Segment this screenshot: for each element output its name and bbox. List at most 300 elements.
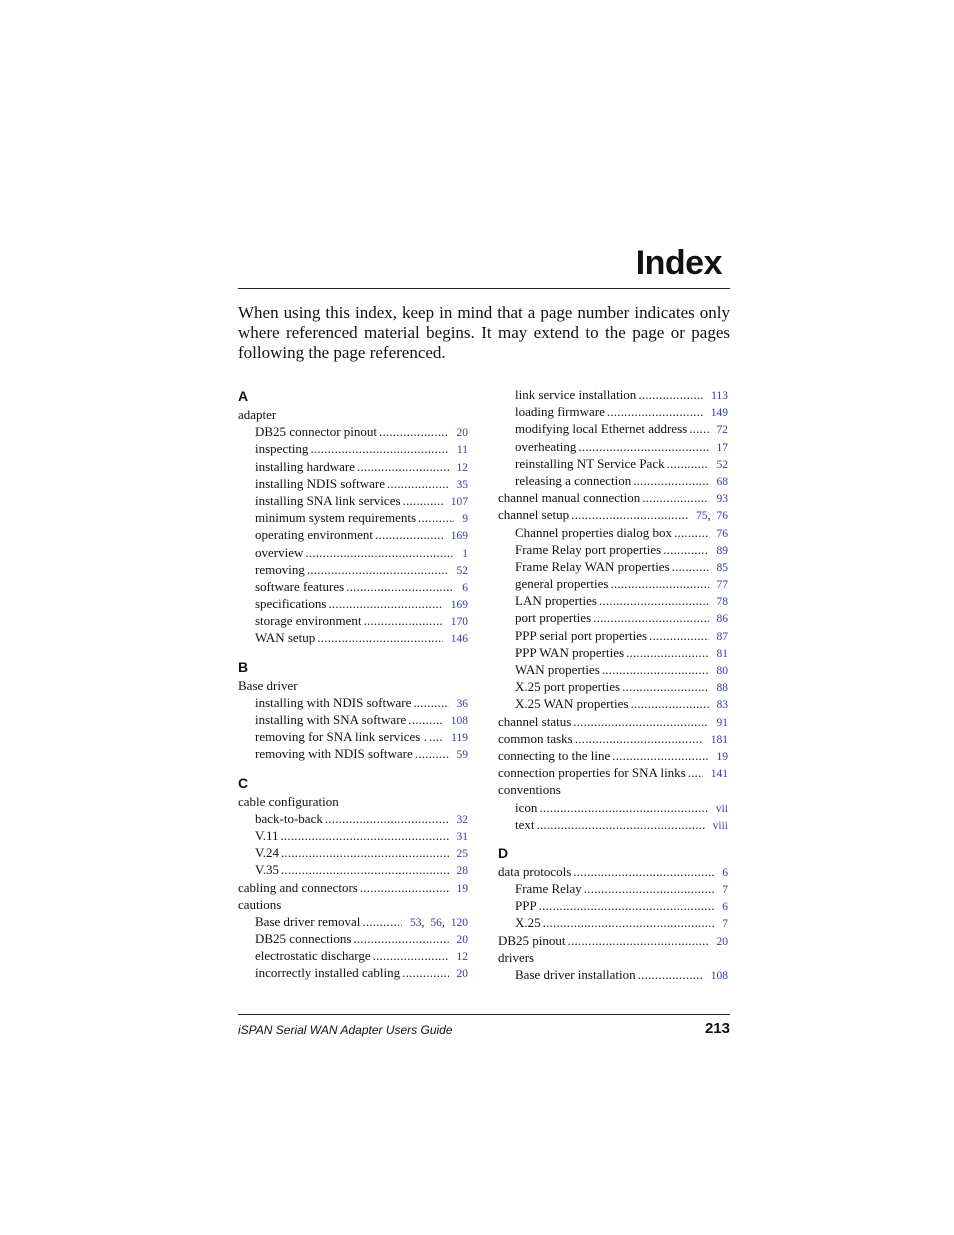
leader-dots [638,386,703,403]
page-references [711,577,729,594]
index-entry-removing-for-sna-link-services [238,728,468,745]
index-entry-term: Frame Relay [515,881,582,897]
leader-dots [375,526,443,543]
index-entry-term: Frame Relay WAN properties [515,558,670,574]
leader-dots [573,863,714,880]
index-entry-db25-connector-pinout [238,423,468,440]
index-entry-term: removing for SNA link services . [255,729,427,745]
index-entry-ppp [498,897,728,914]
page-link[interactable]: 56 [430,916,442,929]
leader-dots [328,595,442,612]
index-entry-lan-properties [498,592,728,609]
index-entry-x-25-wan-properties [498,695,728,712]
index-entry-term: installing NDIS software [255,475,385,491]
page-link[interactable]: 76 [716,510,728,523]
index-entry-term: specifications [255,596,327,612]
page-link[interactable]: 12 [456,461,468,474]
page-references [456,580,468,597]
index-entry-channel-manual-connection [498,489,728,506]
page-link[interactable]: vii [715,802,728,815]
page-references [716,882,728,899]
index-entry-incorrectly-installed-cabling [238,964,468,981]
index-entry-inspecting [238,440,468,457]
page-link[interactable]: 20 [456,427,468,440]
index-entry-base-driver-removal [238,913,468,930]
index-entry-term: X.25 [515,915,541,931]
page-link[interactable]: 72 [716,424,728,437]
leader-dots [573,713,708,730]
page-link[interactable]: 12 [456,951,468,964]
page-references [711,697,729,714]
page-references [711,611,729,628]
index-entry-port-properties [498,609,728,626]
leader-dots [599,592,709,609]
index-entry-overview [238,544,468,561]
page-link[interactable]: 19 [716,750,728,763]
index-entry-term: data protocols [498,863,572,879]
leader-dots [593,609,708,626]
title-divider [238,288,730,289]
index-entry-term: V.11 [255,827,279,843]
index-entry-frame-relay-wan-properties [498,558,728,575]
page-link[interactable]: 146 [450,633,468,646]
page-references [451,812,469,829]
page-link[interactable]: 77 [716,579,728,592]
page-link[interactable]: 107 [450,495,468,508]
leader-dots [360,879,449,896]
page-link[interactable]: 78 [716,596,728,609]
leader-dots [357,458,449,475]
page-link[interactable]: 20 [456,968,468,981]
index-entry-channel-properties-dialog-box [498,524,728,541]
leader-dots [413,694,448,711]
index-entry-v-11 [238,827,468,844]
index-entry-connection-properties-for-sna-links [498,764,728,781]
index-entry-term: common tasks [498,730,573,746]
index-entry-reinstalling-nt-service-pack [498,455,728,472]
leader-dots [649,627,708,644]
index-entry-general-properties [498,575,728,592]
page-link[interactable]: 108 [710,970,728,982]
page-references [711,629,729,646]
page-references [711,934,729,951]
page-references [451,863,469,880]
index-entry-term: DB25 connector pinout [255,424,378,440]
page-references [711,663,729,680]
section-letter-d: D [498,844,509,861]
index-entry-software-features [238,578,468,595]
leader-dots [310,440,448,457]
page-link[interactable]: 86 [716,613,728,626]
footer-page-number: 213 [704,1020,730,1037]
index-entry-text [498,816,728,833]
page-title: Index [635,244,722,282]
page-link[interactable]: 119 [451,732,468,745]
index-entry-term: releasing a connection [515,472,632,488]
index-entry-wan-setup [238,629,468,646]
leader-dots [539,897,715,914]
page-link[interactable]: 169 [450,530,468,543]
page-references [711,457,729,474]
page-references [707,818,728,835]
index-entry-term: installing SNA link services [255,492,401,508]
index-entry-term: operating environment [255,527,374,543]
page-link[interactable]: 20 [716,935,728,948]
page-link[interactable]: 52 [456,564,468,577]
page-references [711,491,729,508]
leader-dots [689,420,708,437]
page-references [711,422,729,439]
page-link[interactable]: 75 [696,510,708,523]
page-link[interactable]: 7 [722,884,728,897]
index-entry-installing-sna-link-services [238,492,468,509]
leader-dots [663,541,708,558]
index-heading-adapter: adapter [238,407,277,422]
index-entry-term: DB25 connections [255,931,352,947]
page-references [711,543,729,560]
leader-dots [584,880,714,897]
leader-dots [578,438,708,455]
index-entry-term: link service installation [515,387,637,402]
page-references [451,966,469,983]
page-references [711,474,729,491]
index-entry-installing-hardware [238,458,468,475]
index-entry-term: Frame Relay port properties [515,541,662,557]
leader-dots [317,629,442,646]
page-link[interactable]: 169 [450,599,468,612]
page-references [716,916,728,933]
page-link[interactable]: viii [712,819,728,832]
index-entry-term: V.24 [255,845,279,861]
index-heading-cable-configuration: cable configuration [238,793,339,809]
page-references [445,614,468,631]
leader-dots [364,612,443,629]
index-entry-term: removing with NDIS software [255,746,413,762]
index-entry-term: installing with SNA software [255,712,407,727]
page-link[interactable]: 25 [456,848,468,861]
index-entry-term: back-to-back [255,810,323,826]
index-entry-installing-ndis-software [238,475,468,492]
leader-dots [543,914,715,931]
index-entry-term: X.25 WAN properties [515,696,629,712]
index-entry-data-protocols [498,863,728,880]
index-entry-v-35 [238,861,468,878]
page-link[interactable]: 32 [456,813,468,826]
page-references [451,949,469,966]
page-references [451,425,469,442]
page-separator: , [441,916,445,929]
leader-dots [575,730,703,747]
page-references [445,631,468,648]
index-entry-term: icon [515,799,538,815]
page-link[interactable]: 36 [456,697,468,710]
page-references [711,594,729,611]
leader-dots [325,810,449,827]
index-entry-term: cabling and connectors [238,879,358,895]
page-references [451,696,469,713]
index-entry-term: loading firmware [515,404,605,420]
leader-dots [353,930,448,947]
page-references [711,526,729,543]
page-link[interactable]: 120 [450,916,468,929]
page-references [456,546,468,563]
page-link[interactable]: 6 [722,901,728,914]
leader-dots [305,544,454,561]
index-entry-term: connecting to the line [498,747,611,763]
leader-dots [402,964,448,981]
section-letter-a: A [238,388,249,404]
page-link[interactable]: 87 [716,630,728,643]
index-entry-term: storage environment [255,613,362,629]
leader-dots [642,489,708,506]
page-link[interactable]: 108 [450,715,468,727]
index-entry-term: software features [255,578,345,594]
page-link[interactable]: 149 [710,407,728,420]
page-link[interactable]: 53 [410,916,422,929]
page-references [711,646,729,663]
section-letter-c: C [238,774,249,791]
intro-paragraph: When using this index, keep in mind that a page number indicates only where referenced material begins. It may extend to the page or pages following the page referenced. [238,303,730,362]
index-entry-installing-with-sna-software [238,711,468,728]
index-entry-term: Base driver removal [255,913,361,929]
leader-dots [626,644,708,661]
index-entry-wan-properties [498,661,728,678]
page-link[interactable]: 17 [716,441,728,454]
leader-dots [607,403,703,420]
index-entry-modifying-local-ethernet-address [498,420,728,437]
leader-dots [362,913,402,930]
index-entry-term: connection properties for SNA links [498,765,686,781]
leader-dots [667,455,709,472]
index-entry-db25-connections [238,930,468,947]
page-references [705,766,728,783]
index-entry-minimum-system-requirements [238,509,468,526]
page-link[interactable]: 28 [456,865,468,878]
index-entry-term: DB25 pinout [498,932,566,948]
page-references [711,560,729,577]
index-entry-term: minimum system requirements [255,510,417,526]
page-references [451,881,469,898]
leader-dots [387,475,449,492]
page-references [705,388,728,405]
page-link[interactable]: 89 [716,544,728,557]
index-entry-term: installing hardware [255,458,355,474]
index-entry-x-25-port-properties [498,678,728,695]
page-references [445,597,468,614]
index-entry-frame-relay [498,880,728,897]
page-references [451,829,469,846]
leader-dots [571,506,688,523]
page-references [711,749,729,766]
index-entry-electrostatic-discharge [238,947,468,964]
page-separator: , [707,510,711,523]
leader-dots [418,509,454,526]
page-link[interactable]: 52 [716,458,728,471]
index-entry-channel-status [498,713,728,730]
index-entry-term: X.25 port properties [515,679,621,695]
index-entry-overheating [498,438,728,455]
index-entry-connecting-to-the-line [498,747,728,764]
index-entry-term: overview [255,544,304,560]
leader-dots [403,492,443,509]
index-entry-base-driver-installation [498,966,728,983]
leader-dots [281,844,449,861]
page-link[interactable]: 11 [456,444,468,457]
index-entry-channel-setup [498,506,728,523]
page-references [445,730,468,747]
page-link[interactable]: 170 [450,616,468,629]
index-entry-term: LAN properties [515,593,597,609]
index-entry-term: overheating [515,438,577,454]
index-entry-loading-firmware [498,403,728,420]
page-link[interactable]: 93 [716,493,728,506]
index-entry-releasing-a-connection [498,472,728,489]
page-link[interactable]: 91 [716,716,728,729]
index-column-right [498,386,728,983]
page-link[interactable]: 83 [716,699,728,712]
page-references [705,968,728,985]
leader-dots [379,423,448,440]
leader-dots [622,678,708,695]
leader-dots [537,816,705,833]
index-column-left [238,386,468,982]
page-link[interactable]: 88 [716,682,728,695]
page-link[interactable]: 76 [716,527,728,540]
page-link[interactable]: 35 [456,478,468,491]
page-link[interactable]: 80 [716,665,728,677]
index-entry-term: channel status [498,713,572,729]
index-entry-term: V.35 [255,862,279,878]
leader-dots [612,747,708,764]
index-entry-term: reinstalling NT Service Pack [515,455,665,471]
index-entry-term: channel setup [498,507,570,523]
page-link[interactable]: 31 [456,830,468,843]
page-references [451,747,469,764]
page-references [711,440,729,457]
index-entry-term: PPP WAN properties [515,644,625,660]
index-entry-term: inspecting [255,441,309,457]
page-link[interactable]: 81 [716,647,728,660]
index-heading-cautions: cautions [238,896,282,912]
index-entry-term: PPP serial port properties [515,627,648,643]
leader-dots [688,764,703,781]
index-entry-term: channel manual connection [498,490,641,506]
page-link[interactable]: 113 [711,390,728,402]
page-references [451,932,469,949]
index-entry-term: general properties [515,576,609,592]
leader-dots [539,799,707,816]
index-heading-base-driver: Base driver [238,677,298,693]
page-references [451,477,469,494]
index-entry-back-to-back [238,810,468,827]
index-entry-term: WAN setup [255,630,316,646]
footer-guide-title: iSPAN Serial WAN Adapter Users Guide [238,1023,453,1037]
index-entry-term: electrostatic discharge [255,948,371,964]
index-entry-frame-relay-port-properties [498,541,728,558]
footer-divider [238,1014,730,1015]
index-entry-x-25 [498,914,728,931]
leader-dots [631,695,709,712]
page-link[interactable]: 59 [456,749,468,762]
leader-dots [568,932,709,949]
index-entry-common-tasks [498,730,728,747]
page-references [445,713,468,730]
page-link[interactable]: 181 [710,733,728,746]
index-entry-v-24 [238,844,468,861]
page-link[interactable]: 9 [462,513,468,526]
index-entry-term: WAN properties [515,662,600,677]
leader-dots [307,561,449,578]
index-entry-term: modifying local Ethernet address [515,421,688,437]
leader-dots [280,827,448,844]
index-entry-term: Base driver installation [515,967,636,982]
index-entry-term: PPP [515,898,537,914]
index-entry-ppp-serial-port-properties [498,627,728,644]
page-references [711,715,729,732]
index-entry-term: port properties [515,610,592,626]
leader-dots [408,711,442,728]
index-entry-term: Channel properties dialog box [515,524,673,540]
index-entry-operating-environment [238,526,468,543]
index-entry-term: text [515,816,535,832]
leader-dots [415,745,449,762]
index-entry-specifications [238,595,468,612]
index-entry-term: incorrectly installed cabling [255,965,401,981]
index-entry-link-service-installation [498,386,728,403]
page-references [716,899,728,916]
page-link[interactable]: 141 [710,768,728,781]
leader-dots [373,947,449,964]
index-entry-removing-with-ndis-software [238,745,468,762]
page-link[interactable]: 7 [722,918,728,931]
page-references [711,680,729,697]
leader-dots [674,524,708,541]
page-references [451,442,468,459]
leader-dots [429,728,443,745]
page-link[interactable]: 20 [456,934,468,947]
leader-dots [281,861,449,878]
page-link[interactable]: 85 [716,561,728,574]
index-entry-term: installing with NDIS software [255,694,412,710]
page-link[interactable]: 1 [462,547,468,560]
index-entry-icon [498,799,728,816]
page-separator: , [421,916,425,929]
index-heading-drivers: drivers [498,949,535,965]
page-link[interactable]: 19 [456,882,468,895]
index-entry-removing [238,561,468,578]
leader-dots [633,472,708,489]
index-entry-term: removing [255,561,305,577]
page-link[interactable]: 6 [462,581,468,594]
index-entry-installing-with-ndis-software [238,694,468,711]
page-link[interactable]: 68 [716,475,728,488]
page-references [456,511,468,528]
leader-dots [346,578,454,595]
index-entry-ppp-wan-properties [498,644,728,661]
index-entry-cabling-and-connectors [238,879,468,896]
page-references [451,460,469,477]
leader-dots [672,558,709,575]
index-entry-storage-environment [238,612,468,629]
page-references [716,865,728,882]
page-references [451,846,469,863]
index-entry-db25-pinout [498,932,728,949]
leader-dots [610,575,708,592]
section-letter-b: B [238,658,249,675]
page-references [710,801,728,818]
page-link[interactable]: 6 [722,866,728,879]
leader-dots [638,966,703,983]
